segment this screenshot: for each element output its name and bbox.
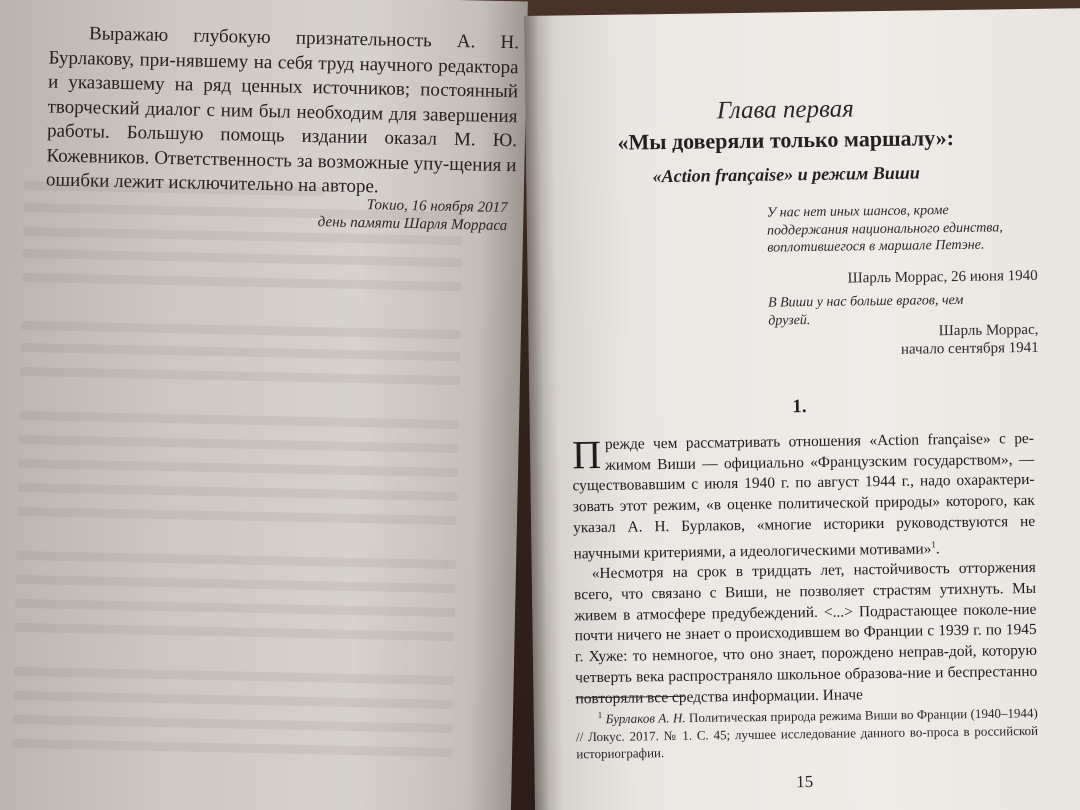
- footnote-author: Бурлаков А. Н.: [605, 710, 686, 727]
- paragraph-1-text: режде чем рассматривать отношения «Action française» с ре-жимом Виши — официально «Французским государством», — существовавшим с июля 1940 г. по август 1944 г., надо охарактери-зовать этот режим, «в оценке политической природы» которого, как указал А. Н. Бурлаков, «многие историки руководствуются не научными критериями, а идеологическими мотивами»: [572, 429, 1036, 563]
- bleed-through-line: [19, 435, 459, 453]
- bleed-through-line: [17, 507, 457, 525]
- footnote-number: 1: [597, 709, 603, 721]
- body-text: [572, 429, 1038, 710]
- bleed-through-line: [18, 459, 458, 477]
- paragraph-2: «Несмотря на срок в тридцать лет, настойчивость отторжения всего, что связано с Виши, не позволяет страстям утихнуть. Мы живем в атмосфере предубеждений. <...> Подрастающее поколе-ние почти ничего не знает о происходившем во Франции с 1939 г. по 1945 г. Хуже: то немногое, что оно знает, порождено неправ-дой, которую четверть века распространяло школьное образова-ние и беспрестанно повторяли все средства информации. Иначе: [573, 559, 1038, 707]
- bleed-through-line: [17, 483, 457, 501]
- bleed-through-line: [13, 715, 453, 733]
- chapter-title: «Мы доверяли только маршалу»:: [617, 125, 955, 155]
- bleed-through-line: [16, 575, 456, 593]
- epigraph-1-attribution: Шарль Моррас, 26 июня 1940: [847, 267, 1038, 287]
- signature-dedication: день памяти Шарля Морраса: [317, 214, 508, 235]
- footnote: [576, 701, 1039, 763]
- epigraph-2-author: Шарль Моррас,: [938, 321, 1039, 340]
- epigraph-2: В Виши у нас больше врагов, чем друзей.: [767, 292, 964, 329]
- bleed-through-line: [15, 623, 455, 641]
- bleed-through-line: [15, 599, 455, 617]
- paragraph-1: [572, 429, 1036, 565]
- signature-place-date: Токио, 16 ноября 2017: [366, 197, 508, 217]
- drop-cap: П: [571, 431, 602, 478]
- left-page: [0, 0, 528, 810]
- right-page: [524, 8, 1080, 810]
- bleed-through-line: [13, 691, 453, 709]
- signature-block: [177, 192, 508, 235]
- bleed-through-line: [20, 343, 460, 361]
- bleed-through-line: [16, 551, 456, 569]
- bleed-through-line: [12, 739, 452, 757]
- footnote-text: Политическая природа режима Виши во Франции (1940–1944) // Локус. 2017. № 1. С. 45; лучшее исследование данного во-проса в российской историографии.: [575, 705, 1039, 762]
- section-number: 1.: [792, 396, 807, 418]
- footnote-reference: 1: [931, 538, 936, 549]
- bleed-through-line: [21, 321, 461, 339]
- epigraph-2-date: начало сентября 1941: [900, 339, 1039, 358]
- chapter-label: Глава первая: [716, 95, 854, 125]
- bleed-through-line: [20, 367, 460, 385]
- epigraph-1: У нас нет иных шансов, кроме поддержания национального единства, воплотившегося в маршале Петэне.: [766, 203, 1003, 256]
- bleed-through-line: [22, 249, 462, 267]
- epigraph-2-attribution: [778, 321, 1038, 361]
- page-number: 15: [796, 772, 814, 792]
- paragraph-1-end: .: [935, 539, 940, 557]
- acknowledgement-paragraph: Выражаю глубокую признательность А. Н. Бурлакову, при-нявшему на себя труд научного редактора и указавшему на ряд ценных источников; постоянный творческий диалог с ним был необходим для завершения работы. Большую помощь издании оказал М. Ю. Кожевников. Ответственность за возможные упу-щения и ошибки лежит исключительно на авторе.: [45, 23, 520, 198]
- bleed-through-line: [22, 273, 462, 291]
- bleed-through-line: [14, 667, 454, 685]
- bleed-through-line: [19, 411, 459, 429]
- chapter-subtitle: «Action française» и режим Виши: [652, 162, 920, 187]
